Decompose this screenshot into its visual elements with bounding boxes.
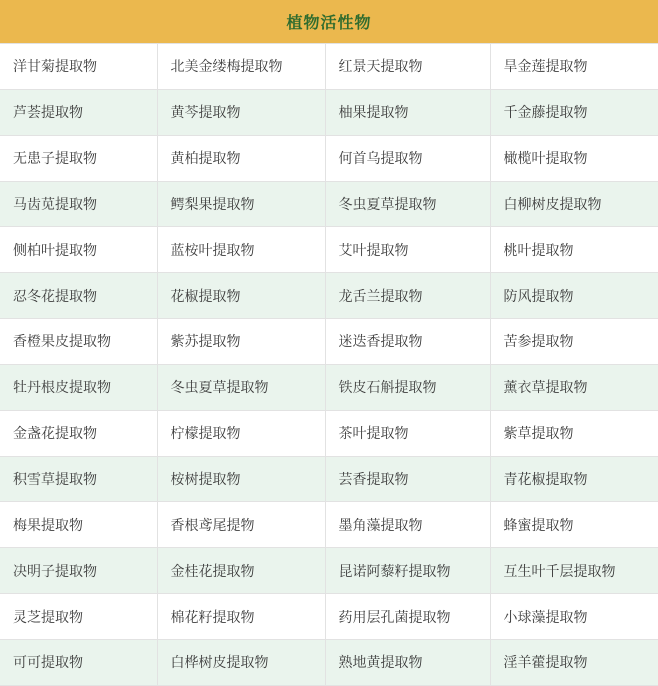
extract-table [0, 43, 658, 686]
table-row [0, 135, 658, 181]
table-cell: 红景天提取物 [325, 44, 490, 90]
table-row [0, 639, 658, 685]
table-cell: 黄柏提取物 [157, 135, 325, 181]
table-row [0, 456, 658, 502]
table-row [0, 319, 658, 365]
table-cell: 墨角藻提取物 [325, 502, 490, 548]
table-row [0, 44, 658, 90]
table-cell: 淫羊藿提取物 [490, 639, 658, 685]
table-cell: 旱金莲提取物 [490, 44, 658, 90]
table-cell: 决明子提取物 [0, 548, 157, 594]
table-cell: 薰衣草提取物 [490, 364, 658, 410]
table-cell: 柠檬提取物 [157, 410, 325, 456]
table-row [0, 89, 658, 135]
table-cell: 忍冬花提取物 [0, 273, 157, 319]
table-cell: 冬虫夏草提取物 [157, 364, 325, 410]
table-cell: 铁皮石斛提取物 [325, 364, 490, 410]
table-cell: 积雪草提取物 [0, 456, 157, 502]
table-cell: 灵芝提取物 [0, 594, 157, 640]
table-cell: 无患子提取物 [0, 135, 157, 181]
table-cell: 迷迭香提取物 [325, 319, 490, 365]
table-row [0, 364, 658, 410]
table-cell: 何首乌提取物 [325, 135, 490, 181]
table-cell: 洋甘菊提取物 [0, 44, 157, 90]
table-cell: 紫苏提取物 [157, 319, 325, 365]
table-row [0, 548, 658, 594]
table-cell: 北美金缕梅提取物 [157, 44, 325, 90]
table-cell: 芸香提取物 [325, 456, 490, 502]
table-cell: 青花椒提取物 [490, 456, 658, 502]
table-cell: 梅果提取物 [0, 502, 157, 548]
table-cell: 小球藻提取物 [490, 594, 658, 640]
table-row [0, 181, 658, 227]
table-row [0, 502, 658, 548]
table-cell: 金盏花提取物 [0, 410, 157, 456]
table-row [0, 410, 658, 456]
extract-table-body [0, 44, 658, 686]
table-cell: 熟地黄提取物 [325, 639, 490, 685]
table-cell: 桉树提取物 [157, 456, 325, 502]
table-title: 植物活性物 [0, 0, 658, 43]
table-cell: 苦参提取物 [490, 319, 658, 365]
table-row [0, 594, 658, 640]
table-cell: 香根鸢尾提物 [157, 502, 325, 548]
table-cell: 千金藤提取物 [490, 89, 658, 135]
table-cell: 橄榄叶提取物 [490, 135, 658, 181]
table-cell: 茶叶提取物 [325, 410, 490, 456]
table-cell: 防风提取物 [490, 273, 658, 319]
table-cell: 金桂花提取物 [157, 548, 325, 594]
table-cell: 黄芩提取物 [157, 89, 325, 135]
table-row [0, 227, 658, 273]
table-cell: 香橙果皮提取物 [0, 319, 157, 365]
table-cell: 可可提取物 [0, 639, 157, 685]
table-cell: 昆诺阿藜籽提取物 [325, 548, 490, 594]
table-cell: 紫草提取物 [490, 410, 658, 456]
table-cell: 药用层孔菌提取物 [325, 594, 490, 640]
table-cell: 冬虫夏草提取物 [325, 181, 490, 227]
table-cell: 蓝桉叶提取物 [157, 227, 325, 273]
table-cell: 鳄梨果提取物 [157, 181, 325, 227]
table-cell: 桃叶提取物 [490, 227, 658, 273]
table-cell: 花椒提取物 [157, 273, 325, 319]
table-cell: 白柳树皮提取物 [490, 181, 658, 227]
table-cell: 龙舌兰提取物 [325, 273, 490, 319]
table-row [0, 273, 658, 319]
table-cell: 棉花籽提取物 [157, 594, 325, 640]
table-cell: 艾叶提取物 [325, 227, 490, 273]
table-cell: 白桦树皮提取物 [157, 639, 325, 685]
table-cell: 马齿苋提取物 [0, 181, 157, 227]
table-cell: 蜂蜜提取物 [490, 502, 658, 548]
table-cell: 柚果提取物 [325, 89, 490, 135]
table-cell: 芦荟提取物 [0, 89, 157, 135]
table-cell: 牡丹根皮提取物 [0, 364, 157, 410]
table-cell: 侧柏叶提取物 [0, 227, 157, 273]
table-cell: 互生叶千层提取物 [490, 548, 658, 594]
